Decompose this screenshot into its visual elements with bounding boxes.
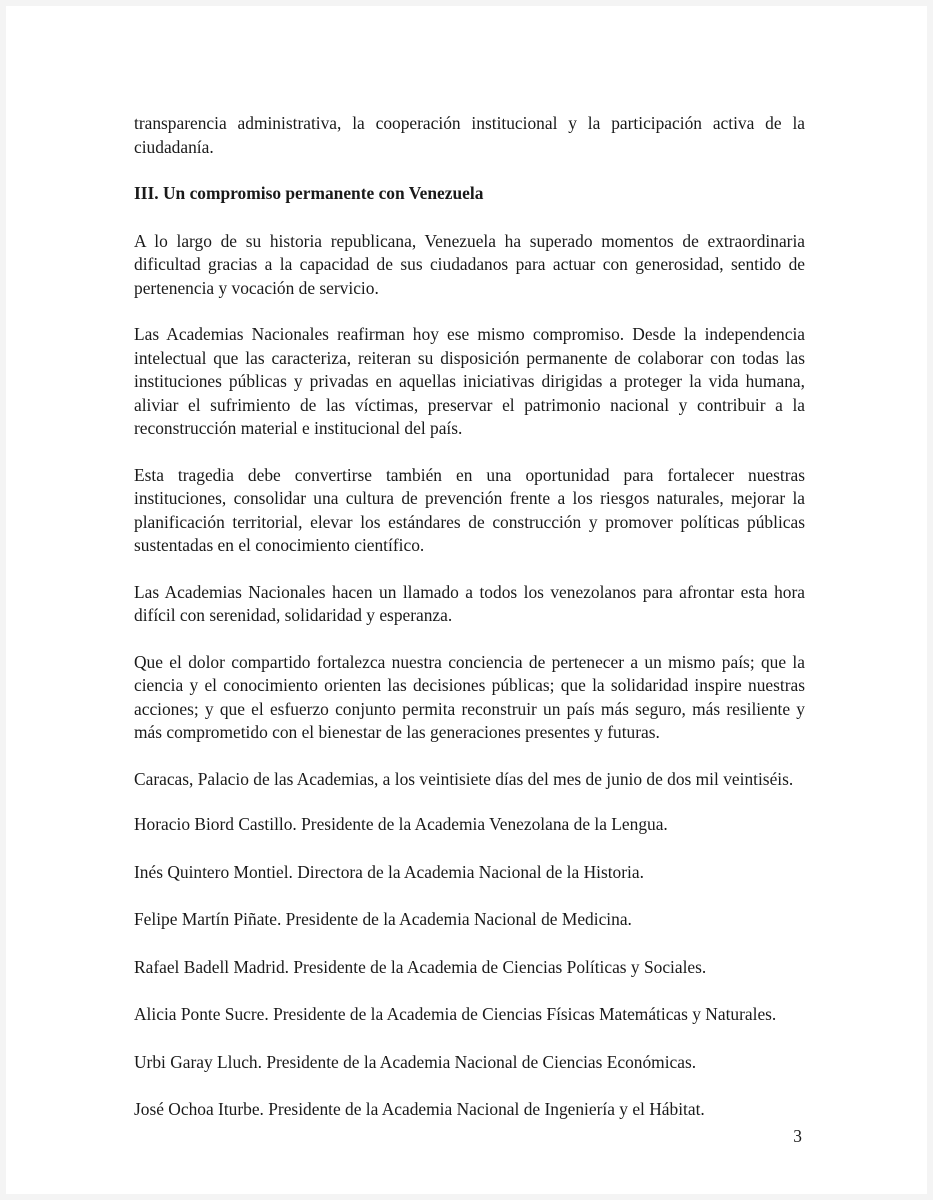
signatory: Rafael Badell Madrid. Presidente de la Academia de Ciencias Políticas y Sociales. xyxy=(134,956,707,977)
paragraph-call: Las Academias Nacionales hacen un llamado a todos los venezolanos para afrontar esta hora difícil con serenidad, solidaridad y esperanza. xyxy=(134,581,805,625)
document-body xyxy=(134,112,805,1146)
place-date: Caracas, Palacio de las Academias, a los veintisiete días del mes de junio de dos mil veintiséis. xyxy=(134,768,794,789)
signatory: Urbi Garay Lluch. Presidente de la Academia Nacional de Ciencias Económicas. xyxy=(134,1051,697,1072)
signatory: José Ochoa Iturbe. Presidente de la Academia Nacional de Ingeniería y el Hábitat. xyxy=(134,1099,705,1119)
section-heading: III. Un compromiso permanente con Venezuela xyxy=(134,183,484,203)
signatory: Inés Quintero Montiel. Directora de la Academia Nacional de la Historia. xyxy=(134,861,644,882)
signatory: Alicia Ponte Sucre. Presidente de la Academia de Ciencias Físicas Matemáticas y Naturales. xyxy=(134,1004,777,1024)
paragraph-history: A lo largo de su historia republicana, Venezuela ha superado momentos de extraordinaria dificultad gracias a la capacidad de sus ciudadanos para actuar con generosidad, sentido de pertenencia y vocación de servicio. xyxy=(134,230,805,298)
signatory: Horacio Biord Castillo. Presidente de la Academia Venezolana de la Lengua. xyxy=(134,814,668,834)
signatory: Felipe Martín Piñate. Presidente de la Academia Nacional de Medicina. xyxy=(134,909,632,929)
document-page xyxy=(6,6,927,1194)
intro-paragraph: transparencia administrativa, la cooperación institucional y la participación activa de la ciudadanía. xyxy=(134,113,805,157)
paragraph-commitment: Las Academias Nacionales reafirman hoy ese mismo compromiso. Desde la independencia intelectual que las caracteriza, reiteran su disposición permanente de colaborar con todas las instituciones públicas y privadas en aquellas iniciativas dirigidas a proteger la vida humana, aliviar el sufrimiento de las víctimas, preservar el patrimonio nacional y contribuir a la reconstrucción material e institucional del país. xyxy=(134,324,805,438)
paragraph-wish: Que el dolor compartido fortalezca nuestra conciencia de pertenecer a un mismo país; que la ciencia y el conocimiento orienten las decisiones públicas; que la solidaridad inspire nuestras acciones; y que el esfuerzo conjunto permita reconstruir un país más seguro, más resiliente y más comprometido con el bienestar de las generaciones presentes y futuras. xyxy=(134,651,805,742)
page-number: 3 xyxy=(793,1126,802,1146)
paragraph-opportunity: Esta tragedia debe convertirse también en una oportunidad para fortalecer nuestras instituciones, consolidar una cultura de prevención frente a los riesgos naturales, mejorar la planificación territorial, elevar los estándares de construcción y promover políticas públicas sustentadas en el conocimiento científico. xyxy=(134,464,805,555)
